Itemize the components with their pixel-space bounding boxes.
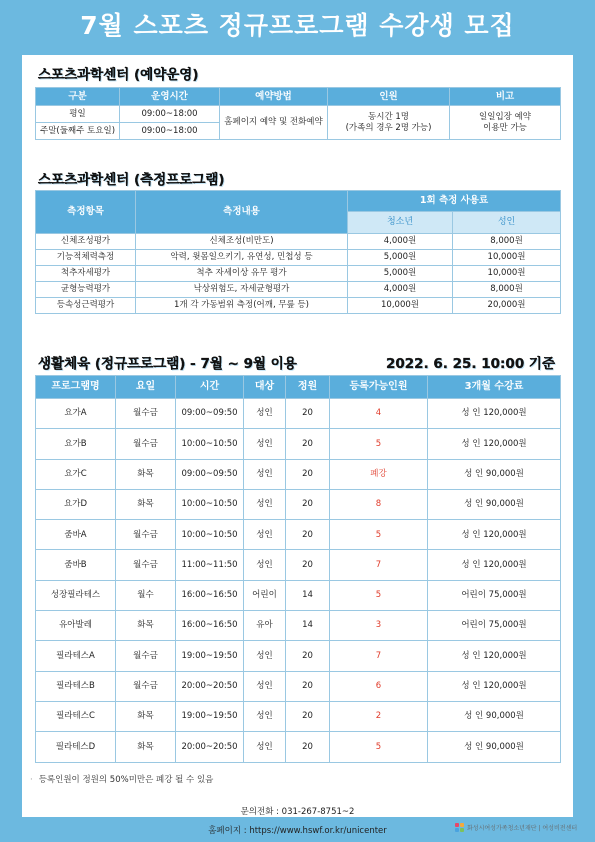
cell-cap: 14 xyxy=(286,611,330,641)
row-time: 09:00~18:00 xyxy=(120,123,220,140)
table-row xyxy=(36,580,561,610)
table-row xyxy=(36,701,561,731)
cell-avail: 6 xyxy=(330,671,428,701)
cell-fee: 성 인 90,000원 xyxy=(428,459,561,489)
cell-target: 성인 xyxy=(244,429,286,459)
reservation-table xyxy=(35,87,561,140)
table-row xyxy=(36,489,561,519)
header-adult: 성인 xyxy=(453,212,561,234)
cell-youth: 4,000원 xyxy=(348,282,453,298)
header-method: 예약방법 xyxy=(220,88,328,106)
cell-cap: 20 xyxy=(286,701,330,731)
cell-day: 월수금 xyxy=(116,550,176,580)
header-fee: 3개월 수강료 xyxy=(428,376,561,399)
header-type: 구분 xyxy=(36,88,120,106)
cell-cap: 20 xyxy=(286,459,330,489)
table-row xyxy=(36,298,561,314)
cell-youth: 5,000원 xyxy=(348,266,453,282)
cell-target: 성인 xyxy=(244,459,286,489)
cell-target: 성인 xyxy=(244,489,286,519)
cell-name: 필라테스D xyxy=(36,732,116,762)
cell-day: 월수금 xyxy=(116,671,176,701)
cell-name: 요가A xyxy=(36,399,116,429)
cell-item: 기능적체력측정 xyxy=(36,250,136,266)
cell-day: 월수 xyxy=(116,580,176,610)
cell-adult: 8,000원 xyxy=(453,234,561,250)
cell-name: 필라테스C xyxy=(36,701,116,731)
cell-cap: 20 xyxy=(286,399,330,429)
cell-day: 월수금 xyxy=(116,429,176,459)
header-day: 요일 xyxy=(116,376,176,399)
table-row xyxy=(36,234,561,250)
cell-target: 성인 xyxy=(244,641,286,671)
cell-name: 필라테스B xyxy=(36,671,116,701)
table-row xyxy=(36,250,561,266)
cell-fee: 성 인 120,000원 xyxy=(428,520,561,550)
cell-time: 19:00~19:50 xyxy=(176,641,244,671)
people-line1: 동시간 1명 xyxy=(368,111,409,122)
cell-fee: 성 인 120,000원 xyxy=(428,671,561,701)
cell-time: 09:00~09:50 xyxy=(176,459,244,489)
cell-name: 줌바A xyxy=(36,520,116,550)
cell-day: 화목 xyxy=(116,611,176,641)
cell-day: 월수금 xyxy=(116,399,176,429)
cell-content: 악력, 윗몸일으키기, 유연성, 민첩성 등 xyxy=(136,250,348,266)
cell-name: 유아발레 xyxy=(36,611,116,641)
header-hours: 운영시간 xyxy=(120,88,220,106)
page-title: 7월 스포츠 정규프로그램 수강생 모집 xyxy=(80,11,515,40)
cell-fee: 성 인 120,000원 xyxy=(428,641,561,671)
cell-day: 화목 xyxy=(116,701,176,731)
cell-target: 성인 xyxy=(244,550,286,580)
table-row xyxy=(36,282,561,298)
header-item: 측정항목 xyxy=(36,191,136,234)
measurement-table xyxy=(35,190,561,314)
cell-adult: 10,000원 xyxy=(453,266,561,282)
table-row xyxy=(36,459,561,489)
cell-cap: 20 xyxy=(286,429,330,459)
cell-time: 11:00~11:50 xyxy=(176,550,244,580)
cell-avail: 7 xyxy=(330,550,428,580)
cell-fee: 성 인 90,000원 xyxy=(428,732,561,762)
cell-target: 성인 xyxy=(244,671,286,701)
cell-name: 요가C xyxy=(36,459,116,489)
cell-time: 16:00~16:50 xyxy=(176,611,244,641)
cell-cap: 20 xyxy=(286,489,330,519)
cell-fee: 성 인 120,000원 xyxy=(428,550,561,580)
cell-cap: 20 xyxy=(286,671,330,701)
cell-avail: 2 xyxy=(330,701,428,731)
cell-time: 20:00~20:50 xyxy=(176,671,244,701)
cell-cap: 20 xyxy=(286,520,330,550)
cell-name: 성장필라테스 xyxy=(36,580,116,610)
cell-youth: 5,000원 xyxy=(348,250,453,266)
cell-cap: 20 xyxy=(286,732,330,762)
cell-avail: 5 xyxy=(330,732,428,762)
header-note: 비고 xyxy=(450,88,561,106)
cell-name: 필라테스A xyxy=(36,641,116,671)
table-row xyxy=(36,671,561,701)
header-available: 등록가능인원 xyxy=(330,376,428,399)
row-type: 평일 xyxy=(36,106,120,123)
header-target: 대상 xyxy=(244,376,286,399)
logo-icon xyxy=(455,823,464,832)
cell-fee: 성 인 120,000원 xyxy=(428,399,561,429)
table-row xyxy=(36,520,561,550)
cell-time: 10:00~10:50 xyxy=(176,520,244,550)
cell-item: 균형능력평가 xyxy=(36,282,136,298)
program-table xyxy=(35,375,561,763)
cell-fee: 어린이 75,000원 xyxy=(428,611,561,641)
section3-title: 생활체육 (정규프로그램) - 7월 ~ 9월 이용 xyxy=(38,356,297,372)
cell-avail: 5 xyxy=(330,580,428,610)
contact-phone: 문의전화 : 031-267-8751~2 xyxy=(240,807,355,817)
cell-target: 유아 xyxy=(244,611,286,641)
homepage-link[interactable]: 홈페이지 : https://www.hswf.or.kr/unicenter xyxy=(208,826,387,836)
cell-day: 화목 xyxy=(116,489,176,519)
cell-content: 낙상위험도, 자세균형평가 xyxy=(136,282,348,298)
table-row xyxy=(36,266,561,282)
table-row xyxy=(36,611,561,641)
header-content: 측정내용 xyxy=(136,191,348,234)
foundation-logo xyxy=(455,823,577,832)
people-line2: (가족의 경우 2명 가능) xyxy=(345,122,432,133)
cell-name: 줌바B xyxy=(36,550,116,580)
cell-cap: 20 xyxy=(286,550,330,580)
cell-target: 어린이 xyxy=(244,580,286,610)
table-row xyxy=(36,399,561,429)
footnote xyxy=(30,773,213,785)
cell-adult: 8,000원 xyxy=(453,282,561,298)
cell-adult: 10,000원 xyxy=(453,250,561,266)
cell-content: 척추 자세이상 유무 평가 xyxy=(136,266,348,282)
table-row xyxy=(36,732,561,762)
cell-avail: 폐강 xyxy=(330,459,428,489)
row-type: 주말(둘째주 토요일) xyxy=(36,123,120,140)
cell-item: 척추자세평가 xyxy=(36,266,136,282)
cell-time: 10:00~10:50 xyxy=(176,489,244,519)
cell-day: 월수금 xyxy=(116,520,176,550)
cell-cap: 20 xyxy=(286,641,330,671)
cell-avail: 4 xyxy=(330,399,428,429)
header-youth: 청소년 xyxy=(348,212,453,234)
bullet-icon: · xyxy=(30,775,33,785)
cell-cap: 14 xyxy=(286,580,330,610)
header-people: 인원 xyxy=(328,88,450,106)
cell-fee: 성 인 90,000원 xyxy=(428,489,561,519)
cell-target: 성인 xyxy=(244,399,286,429)
cell-time: 19:00~19:50 xyxy=(176,701,244,731)
table-row xyxy=(36,641,561,671)
method-cell: 홈페이지 예약 및 전화예약 xyxy=(220,106,328,140)
cell-item: 등속성근력평가 xyxy=(36,298,136,314)
cell-fee: 성 인 120,000원 xyxy=(428,429,561,459)
cell-time: 10:00~10:50 xyxy=(176,429,244,459)
header-time: 시간 xyxy=(176,376,244,399)
cell-day: 화목 xyxy=(116,732,176,762)
header-program: 프로그램명 xyxy=(36,376,116,399)
cell-day: 월수금 xyxy=(116,641,176,671)
cell-time: 20:00~20:50 xyxy=(176,732,244,762)
cell-name: 요가B xyxy=(36,429,116,459)
people-cell xyxy=(328,106,450,140)
cell-time: 09:00~09:50 xyxy=(176,399,244,429)
cell-avail: 5 xyxy=(330,429,428,459)
note-line2: 이용만 가능 xyxy=(483,122,527,133)
cell-fee: 어린이 75,000원 xyxy=(428,580,561,610)
section2-title: 스포츠과학센터 (측정프로그램) xyxy=(38,172,225,188)
cell-youth: 4,000원 xyxy=(348,234,453,250)
cell-content: 신체조성(비만도) xyxy=(136,234,348,250)
header-fee: 1회 측정 사용료 xyxy=(348,191,561,212)
cell-youth: 10,000원 xyxy=(348,298,453,314)
header-capacity: 정원 xyxy=(286,376,330,399)
cell-name: 요가D xyxy=(36,489,116,519)
cell-avail: 3 xyxy=(330,611,428,641)
cell-item: 신체조성평가 xyxy=(36,234,136,250)
date-note: 2022. 6. 25. 10:00 기준 xyxy=(386,356,555,372)
cell-adult: 20,000원 xyxy=(453,298,561,314)
cell-content: 1개 각 가동범위 측정(어깨, 무릎 등) xyxy=(136,298,348,314)
logo-text: 화성시여성가족청소년재단 | 여성비전센터 xyxy=(467,825,578,832)
cell-avail: 7 xyxy=(330,641,428,671)
table-row xyxy=(36,550,561,580)
section1-title: 스포츠과학센터 (예약운영) xyxy=(38,67,199,83)
table-row xyxy=(36,429,561,459)
note-line1: 일일입장 예약 xyxy=(479,111,531,122)
row-time: 09:00~18:00 xyxy=(120,106,220,123)
cell-avail: 5 xyxy=(330,520,428,550)
footnote-text: 등록인원이 정원의 50%미만은 폐강 될 수 있음 xyxy=(38,775,214,785)
cell-target: 성인 xyxy=(244,732,286,762)
cell-avail: 8 xyxy=(330,489,428,519)
note-cell xyxy=(450,106,561,140)
cell-target: 성인 xyxy=(244,520,286,550)
cell-time: 16:00~16:50 xyxy=(176,580,244,610)
cell-day: 화목 xyxy=(116,459,176,489)
cell-fee: 성 인 90,000원 xyxy=(428,701,561,731)
cell-target: 성인 xyxy=(244,701,286,731)
